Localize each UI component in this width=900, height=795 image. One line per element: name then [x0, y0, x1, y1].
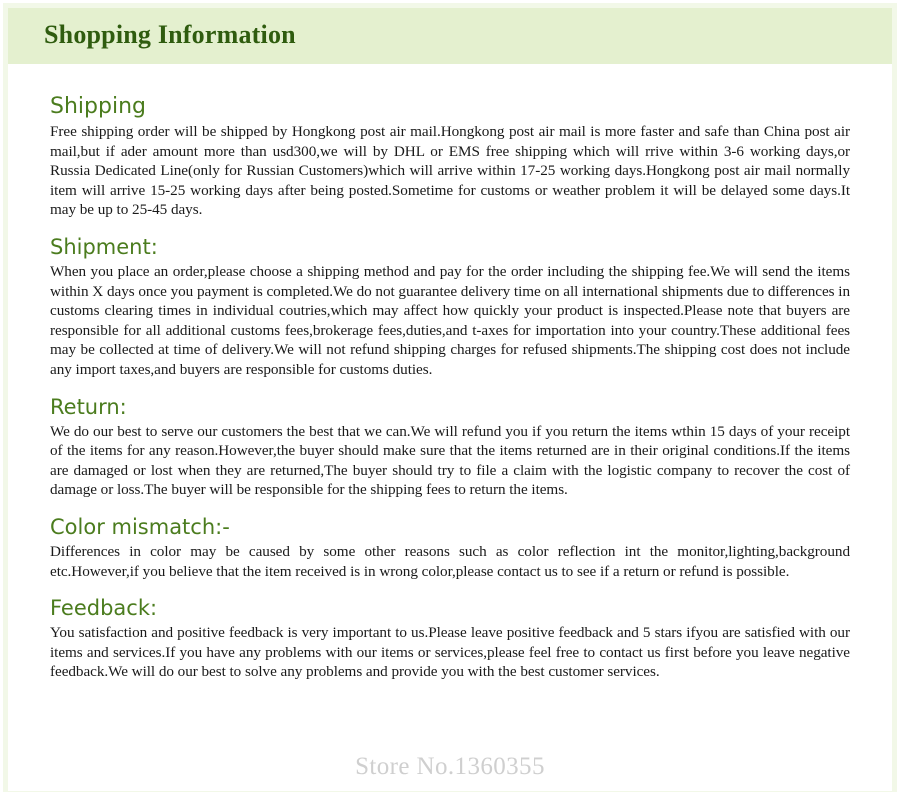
page-title: Shopping Information — [44, 20, 296, 49]
section-body-feedback: You satisfaction and positive feedback is very important to us.Please leave positive feedback and 5 stars ifyou are satisfied with our items and services.If you have any problems with our items or services,please feel free to contact us first before you leave negative feedback.We will do our best to solve any problems and provide you with the best customer services. — [50, 624, 850, 681]
page-content — [8, 64, 892, 791]
page-inner-frame — [6, 6, 894, 789]
section-heading-shipment: Shipment: — [50, 234, 158, 259]
section-return — [50, 394, 850, 500]
section-shipment — [50, 234, 850, 380]
section-color-mismatch — [50, 514, 850, 581]
section-heading-color-mismatch: Color mismatch:- — [50, 514, 230, 539]
section-body-shipping: Free shipping order will be shipped by Hongkong post air mail.Hongkong post air mail is more faster and safe than China post air mail,but if ader amount more than usd300,we will by DHL or EMS free shipping which will rrive within 3-6 working days,or Russia Dedicated Line(only for Russian Customers)which will arrive within 17-25 working days.Hongkong post air mail normally item will arrive 15-25 working days after being posted.Sometime for customs or weather problem it will be delayed some days.It may be up to 25-45 days. — [50, 123, 850, 219]
section-body-shipment: When you place an order,please choose a shipping method and pay for the order including the shipping fee.We will send the items within X days once you payment is completed.We do not guarantee delivery time on all international shipments due to differences in customs clearing times in individual coutries,which may affect how quickly your product is inspected.Please note that buyers are responsible for all additional customs fees,brokerage fees,duties,and t-axes for importation into your country.These additional fees may be collected at time of delivery.We will not refund shipping charges for refused shipments.The shipping cost does not include any import taxes,and buyers are responsible for customs duties. — [50, 262, 850, 378]
section-shipping — [50, 94, 850, 220]
section-heading-return: Return: — [50, 394, 127, 419]
section-body-color-mismatch: Differences in color may be caused by some other reasons such as color reflection int the monitor,lighting,background etc.However,if you believe that the item received is in wrong color,please contact us to see if a return or refund is possible. — [50, 542, 850, 580]
page-header — [8, 8, 892, 64]
section-heading-shipping: Shipping — [50, 94, 146, 119]
section-feedback — [50, 595, 850, 682]
section-heading-feedback: Feedback: — [50, 596, 158, 621]
store-number-watermark: Store No.1360355 — [355, 753, 545, 780]
section-body-return: We do our best to serve our customers the best that we can.We will refund you if you return the items wthin 15 days of your receipt of the items for any reason.However,the buyer should make sure that the items returned are in their original conditions.If the items are damaged or lost when they are returned,The buyer should try to file a claim with the logistic company to recover the cost of damage or loss.The buyer will be responsible for the shipping fees to return the items. — [50, 422, 850, 499]
